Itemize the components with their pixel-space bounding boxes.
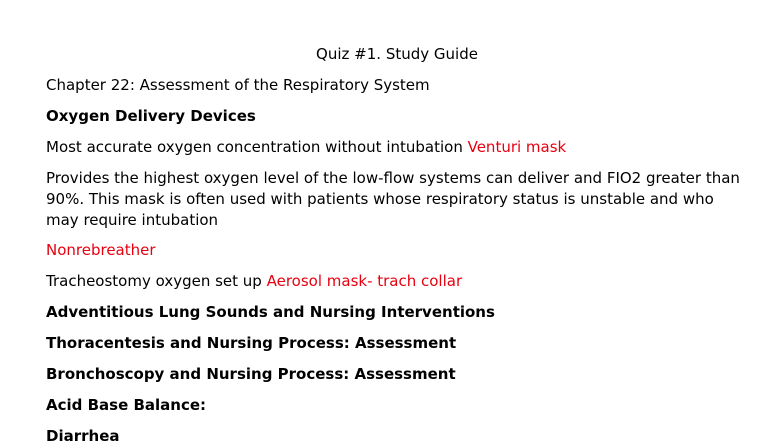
- section-heading-acid-base: Acid Base Balance:: [46, 396, 207, 414]
- question-text: Most accurate oxygen concentration without intubation: [46, 138, 468, 156]
- section-heading-diarrhea: Diarrhea: [46, 427, 120, 445]
- answer-text: Aerosol mask- trach collar: [266, 272, 463, 290]
- chapter-heading: Chapter 22: Assessment of the Respiratory System: [46, 76, 430, 94]
- section-heading-thoracentesis: Thoracentesis and Nursing Process: Assessment: [46, 334, 457, 352]
- section-heading-oxygen-delivery: Oxygen Delivery Devices: [46, 107, 256, 125]
- answer-nonrebreather: Nonrebreather: [46, 241, 156, 259]
- question-tracheostomy: [46, 271, 462, 292]
- question-venturi: [46, 137, 566, 158]
- section-heading-bronchoscopy: Bronchoscopy and Nursing Process: Assessment: [46, 365, 456, 383]
- section-heading-lung-sounds: Adventitious Lung Sounds and Nursing Interventions: [46, 303, 495, 321]
- answer-text: Venturi mask: [467, 138, 567, 156]
- page-title: Quiz #1. Study Guide: [316, 45, 478, 63]
- question-text: Tracheostomy oxygen set up: [46, 272, 267, 290]
- question-nonrebreather: Provides the highest oxygen level of the low-flow systems can deliver and FIO2 greater than 90%. This mask is often used with patients whose respiratory status is unstable and who may require intubation: [46, 169, 740, 229]
